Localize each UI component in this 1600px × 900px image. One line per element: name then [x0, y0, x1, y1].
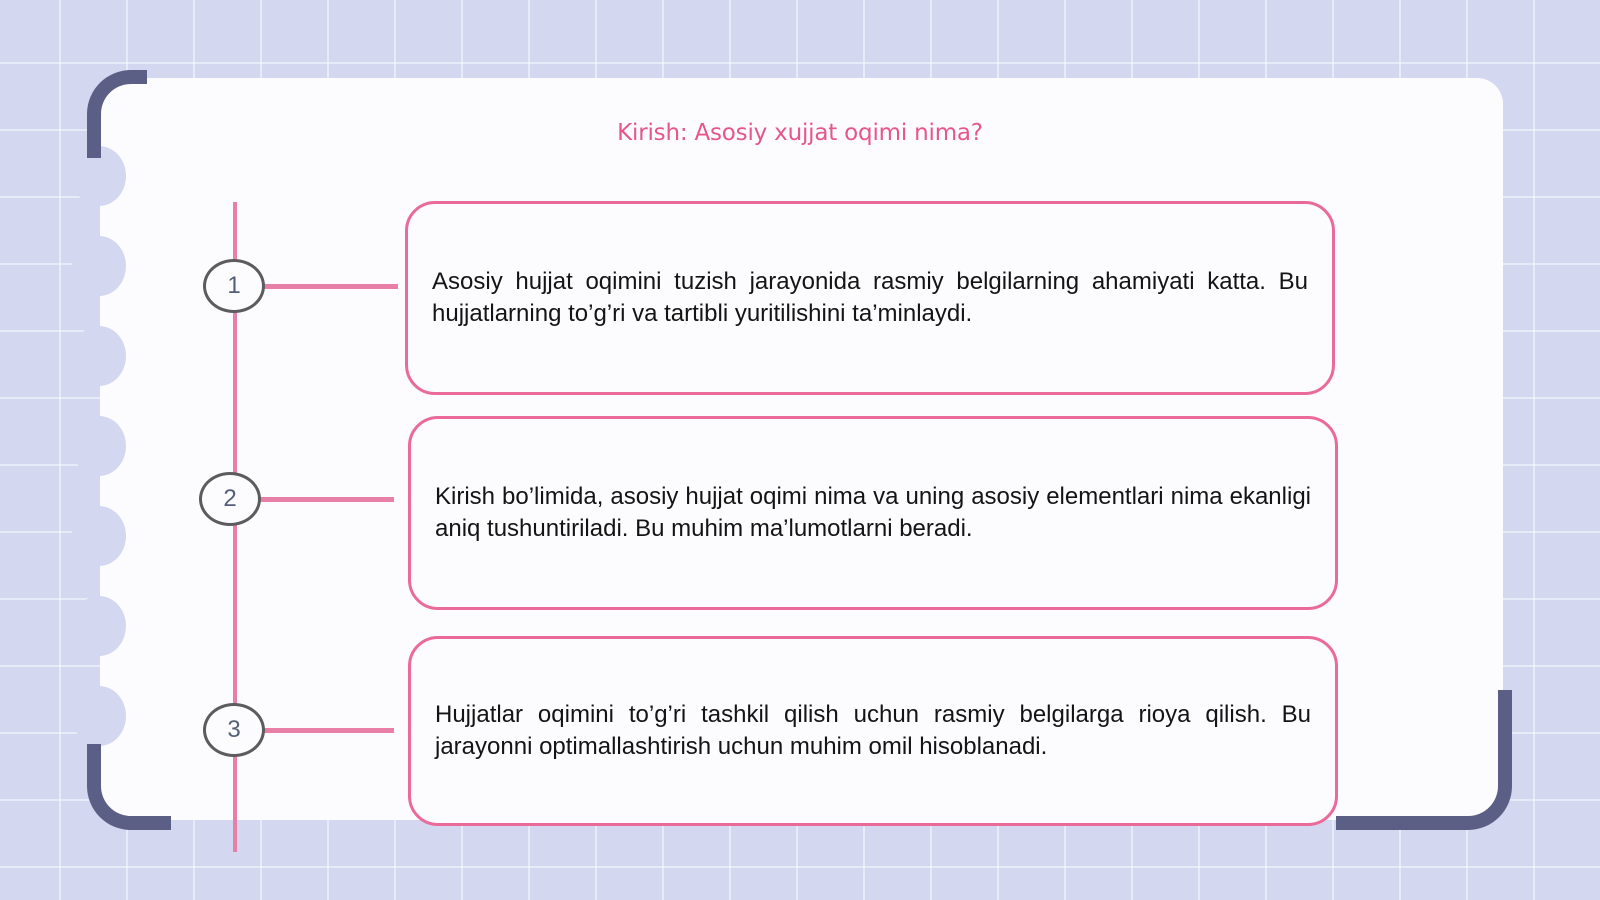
step-text: Hujjatlar oqimini to’g’ri tashkil qilish uchun rasmiy belgilarga rioya qilish. Bu jarayonni optimallashtirish uchun muhim omil hisoblanadi.	[435, 701, 1311, 760]
step-connector	[258, 497, 394, 502]
step-number-2: 2	[199, 472, 261, 526]
step-connector	[262, 284, 398, 289]
step-box-1	[405, 201, 1335, 395]
notebook-scallop	[72, 506, 126, 566]
step-text: Asosiy hujjat oqimini tuzish jarayonida rasmiy belgilarning ahamiyati katta. Bu hujjatlarning to’g’ri va tartibli yuritilishini ta’minlaydi.	[432, 268, 1308, 327]
step-connector	[262, 728, 394, 733]
notebook-scallop	[72, 686, 126, 746]
frame-corner-bottom-left	[87, 744, 171, 830]
frame-corner-top-left	[87, 70, 147, 158]
step-text: Kirish bo’limida, asosiy hujjat oqimi nima va uning asosiy elementlari nima ekanligi aniq tushuntiriladi. Bu muhim ma’lumotlarni beradi.	[435, 483, 1311, 542]
notebook-scallop	[72, 326, 126, 386]
notebook-scallop	[72, 236, 126, 296]
step-number-1: 1	[203, 259, 265, 313]
slide-title: Kirish: Asosiy xujjat oqimi nima?	[617, 120, 983, 146]
notebook-scallop	[72, 596, 126, 656]
frame-corner-bottom-right	[1336, 690, 1512, 830]
step-number-3: 3	[203, 703, 265, 757]
step-box-3	[408, 636, 1338, 826]
step-box-2	[408, 416, 1338, 610]
notebook-scallop	[72, 416, 126, 476]
